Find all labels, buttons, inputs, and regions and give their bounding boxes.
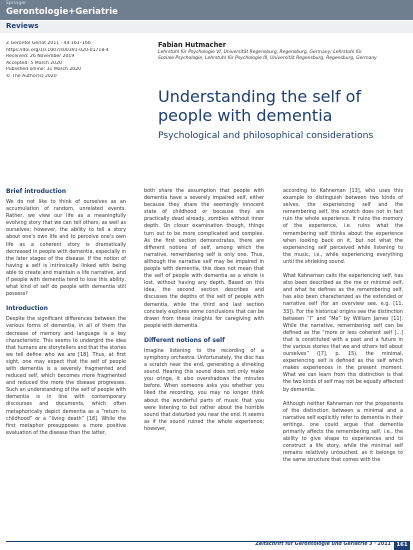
section-label: Reviews [6, 22, 39, 30]
publisher-name: Springer [6, 1, 27, 6]
body-paragraph: Although neither Kahneman nor the proponents of the distinction between a minimal and a narrative self explicitly refer to dementia in their writings, one could argue that dementia primarily affects the remembering self, i.e., the ability to give shape to experiences and to construct a life story, while the minimal self remains relatively untouched, as it belongs to the same structure that comes with the [283, 400, 403, 464]
body-paragraph: Despite the significant differences between the various forms of dementia, in all of them the decrease of memory and language is a key characteristic. This seems to undergird the idea that humans are storytellers and that the stories we tell define who we are [18]. Thus, at first sight, one may expect that the self of people with dementia is a severely fragmented and reduced self, which becomes more fragmented and reduced the more the disease progresses. Such an understanding of the self of people with dementia is in line with contemporary discourses and documents, which often metaphorically depict dementia as a “return to childhood” or a “living death” [18]. While the first metaphor presupposes a more positive evaluation of the disease than the latter, [6, 316, 126, 436]
journal-header-band [0, 0, 413, 20]
section-heading: Brief introduction [6, 188, 67, 195]
article-subtitle: Psychological and philosophical considerations [158, 130, 374, 141]
body-paragraph: What Kahneman calls the experiencing self, has also been described as the me or minimal self, and what he defines as the remembering self, has also been characterized as the extended or narrative self (for an overview see, e.g. [11, 33]). For the historical origins see the distinction between “I” and “Me” by William James [11]. While the narrative, remembering self can be defined as the “more or less coherent self [...] that is constituted with a past and a future in the various stories that we and others tell about ourselves” ([7], p. 15), the minimal, experiencing self is defined as the self which makes experiences in the present moment. What we can learn from this distinction is that the two kinds of self may not be equally affected by dementia. [283, 273, 403, 393]
body-paragraph: according to Kahneman [13], who uses this example to distinguish between two kinds of selves, the experiencing self and the remembering self, the scratch does not in fact ruin the whole experience. It ruins the memory of the experience, i.e. ruins what the remembering self thinks about the experience when looking back on it, but not what the experiencing self perceived while listening to the music, i.e., while experiencing everything until the shrieking sound. [283, 188, 403, 265]
author-block [158, 41, 378, 62]
section-band [0, 21, 413, 33]
text-column-3 [283, 188, 403, 471]
metadata-line: Z Gerontol Geriat 2011 · 44:161–166 [6, 41, 91, 46]
page-footer [0, 541, 413, 550]
text-column-2 [144, 188, 264, 440]
metadata-line: Received: 26 November 2019 [6, 54, 75, 59]
metadata-line: https://doi.org/10.1007/s00391-020-01718-4 [6, 47, 109, 53]
section-heading: Different notions of self [144, 336, 225, 344]
body-paragraph: We do not like to think of ourselves as an accumulation of random, unrelated events. Rather, we view our life as a meaningfully evolving story that we can tell others, as well as ourselves; however, the ability to tell a story about one's own life and to perceive one's own life as a coherent story is dramatically decreased in people with dementia, especially in the later stages of the disease. If the notion of having a self is intrinsically linked with being able to create and maintain a life narrative, and if people with dementia tend to lose this ability, what kind of self do people with dementia still possess? [6, 199, 126, 298]
metadata-line: Published online: 31 March 2020 [6, 67, 82, 72]
journal-name: Gerontologie+Geriatrie [6, 7, 118, 17]
body-paragraph: both share the assumption that people with dementia have a severely impaired self, either because they share the seemingly innocent state of childhood or because they are practically dead already, zombies without inner depth. On closer examination though, things turn out to be more complicated and complex. As the first section demonstrates, there are different notions of self, among which the narrative, remembering self is only one. Thus, although the narrative self may be impaired in people with dementia, this does not mean that the self of people with dementia as a whole is lost, without having any depth. Based on this idea, the second section describes and discusses the depths of the self of people with dementia, while the third and last section concisely explores some conclusions that can be drawn from these insights for caregiving with people with dementia. [144, 188, 264, 329]
metadata-line: Accepted: 5 March 2020 [6, 60, 62, 66]
section-heading: Introduction [6, 305, 48, 313]
article-metadata [6, 41, 110, 80]
metadata-line: © The Author(s) 2020 [6, 73, 57, 79]
author-name: Fabian Hutmacher [158, 41, 226, 49]
body-paragraph: Imagine listening to the recording of a symphony orchestra. Unfortunately, the disc has a scratch near the end, generating a shrieking sound. Hearing this sound does not only make you cringe, it also overshadows the minutes before. When someone asks you whether you liked the recording, you may no longer think about the wonderful parts of music that you were listening to but rather about the horrible sound that disturbed you near the end. It seems as if the sound ruined the whole experience; however, [144, 347, 264, 432]
author-affiliation: Lehrstuhl für Psychologie VI, Universität Regensburg, Regensburg, Germany; Lehrstuhl für Soziale Psychologie, Lehrstuhl für Psychologie III, Universität Regensburg, Regensburg, Germany [158, 50, 377, 61]
article-title: Understanding the self of people with dementia [158, 87, 362, 125]
text-column-1 [6, 188, 126, 444]
page-number: 161 [394, 541, 410, 550]
footer-journal: Zeitschrift für Gerontologie und Geriatrie 3 · 2011 [255, 542, 391, 547]
